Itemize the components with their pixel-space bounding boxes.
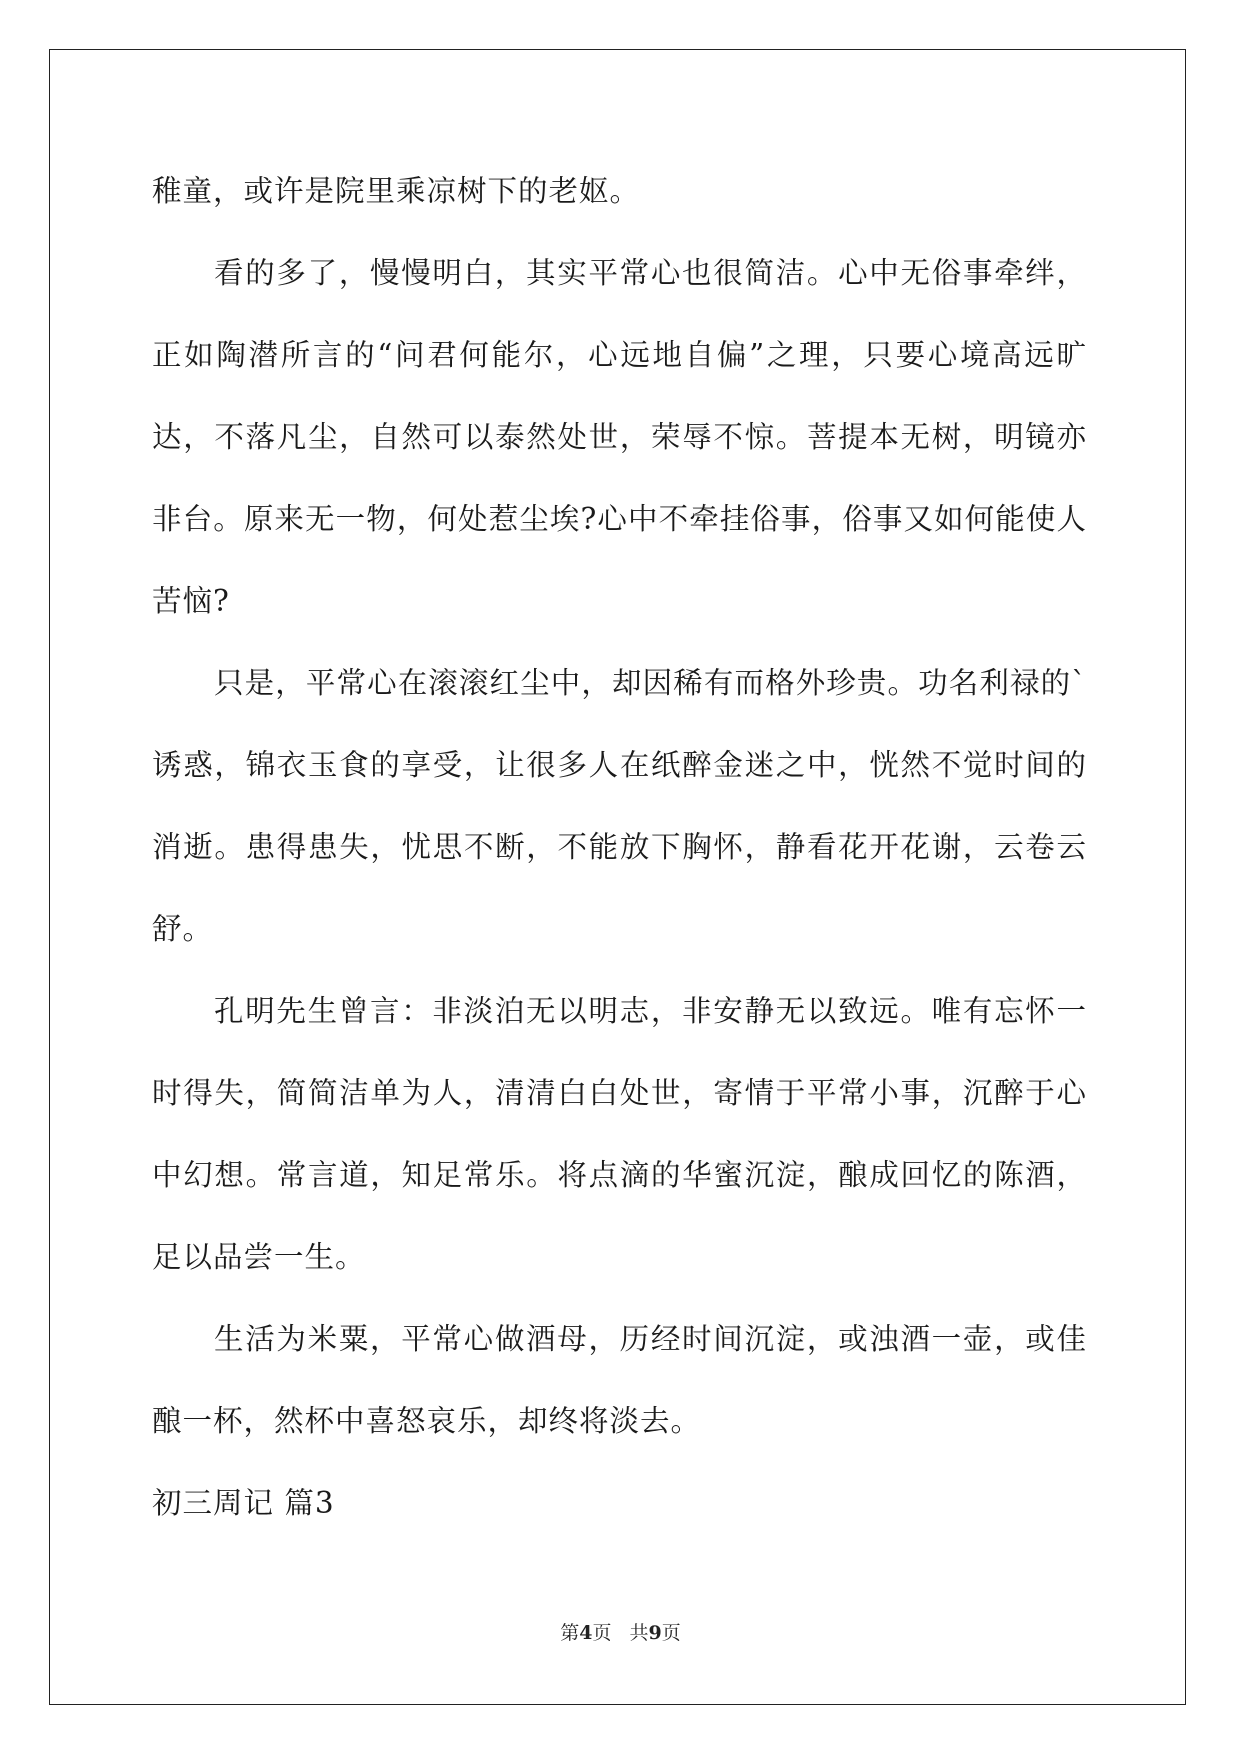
footer-prefix: 第 bbox=[560, 1622, 580, 1644]
footer-total-prefix: 共 bbox=[629, 1622, 649, 1644]
page-footer bbox=[0, 1618, 1241, 1645]
section-heading: 初三周记 篇3 bbox=[152, 1486, 335, 1520]
paragraph-1: 稚童，或许是院里乘凉树下的老妪。 bbox=[152, 174, 641, 208]
footer-total-suffix: 页 bbox=[661, 1622, 681, 1644]
paragraph-4: 孔明先生曾言：非淡泊无以明志，非安静无以致远。唯有忘怀一时得失，简简洁单为人，清清白白处世，寄情于平常小事，沉醉于心中幻想。常言道，知足常乐。将点滴的华蜜沉淀，酿成回忆的陈酒，足以品尝一生。 bbox=[152, 994, 1087, 1274]
paragraph-2: 看的多了，慢慢明白，其实平常心也很简洁。心中无俗事牵绊，正如陶潜所言的“问君何能尔，心远地自偏”之理，只要心境高远旷达，不落凡尘，自然可以泰然处世，荣辱不惊。菩提本无树，明镜亦非台。原来无一物，何处惹尘埃?心中不牵挂俗事，俗事又如何能使人苦恼? bbox=[152, 256, 1087, 618]
total-pages-number: 9 bbox=[648, 1622, 662, 1644]
current-page-number: 4 bbox=[579, 1622, 593, 1644]
document-body bbox=[152, 150, 1087, 1544]
paragraph-5: 生活为米粟，平常心做酒母，历经时间沉淀，或浊酒一壶，或佳酿一杯，然杯中喜怒哀乐，却终将淡去。 bbox=[152, 1322, 1087, 1438]
paragraph-3: 只是，平常心在滚滚红尘中，却因稀有而格外珍贵。功名利禄的`诱惑，锦衣玉食的享受，让很多人在纸醉金迷之中，恍然不觉时间的消逝。患得患失，忧思不断，不能放下胸怀，静看花开花谢，云卷云舒。 bbox=[152, 666, 1087, 946]
footer-page-suffix: 页 bbox=[592, 1622, 612, 1644]
